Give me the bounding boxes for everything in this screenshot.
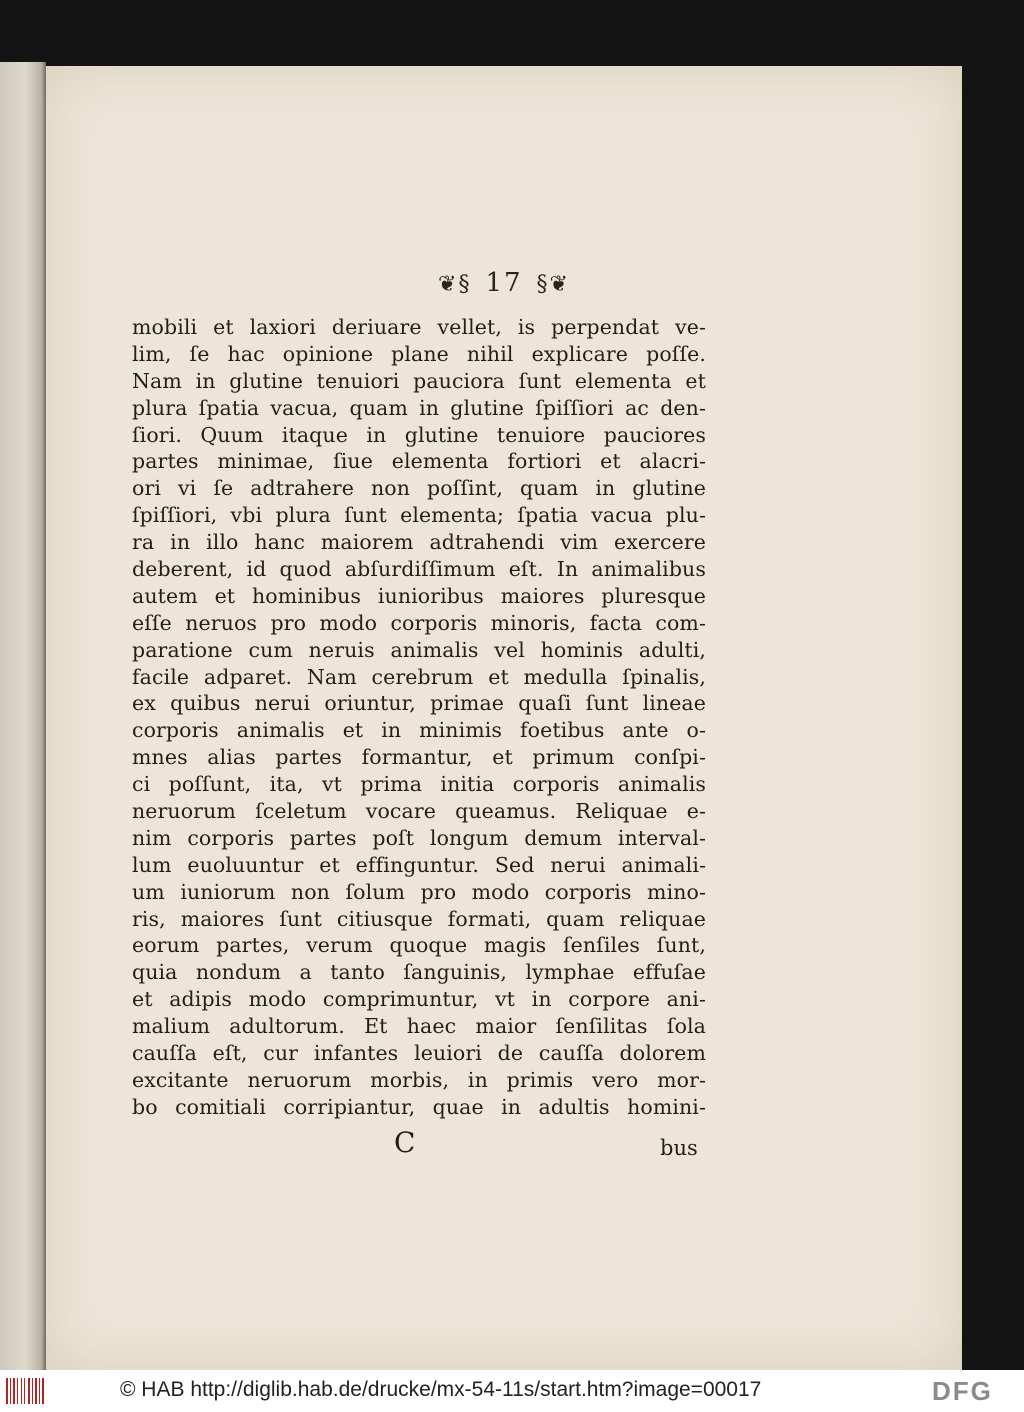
copyright-link[interactable]: © HAB http://diglib.hab.de/drucke/mx-54-11s/start.htm?image=00017 — [120, 1378, 762, 1401]
text-line: deberent, id quod abſurdiſſimum eſt. In animalibus — [132, 557, 706, 582]
text-line: ex quibus nerui oriuntur, primae quaſi ſunt lineae — [132, 691, 706, 716]
text-line: ori vi ſe adtrahere non poſſint, quam in glutine — [132, 476, 706, 501]
text-line: neruorum ſceletum vocare queamus. Reliquae e- — [132, 799, 706, 824]
previous-page-edge — [0, 62, 46, 1370]
text-line: mnes alias partes formantur, et primum conſpi- — [132, 745, 706, 770]
page-number: 17 — [485, 268, 523, 298]
text-line: lum euoluuntur et effinguntur. Sed nerui animali- — [132, 852, 706, 877]
text-line: eorum partes, verum quoque magis ſenſiles ſunt, — [132, 933, 706, 958]
text-line: cauſſa eſt, cur infantes leuiori de cauſſa dolorem — [132, 1041, 706, 1066]
text-line: ſpiſſiori, vbi plura ſunt elementa; ſpatia vacua plu- — [132, 503, 706, 528]
header-ornament-right: §❦ — [536, 272, 570, 297]
header-ornament-left: ❦§ — [438, 272, 472, 297]
text-line: quia nondum a tanto ſanguinis, lymphae effuſae — [132, 960, 706, 985]
text-line: ris, maiores ſunt citiusque formati, quam reliquae — [132, 906, 706, 931]
page-header — [46, 268, 962, 298]
body-text — [132, 314, 706, 1121]
text-line: Nam in glutine tenuiori pauciora ſunt elementa et — [132, 368, 706, 393]
text-line: plura ſpatia vacua, quam in glutine ſpiſſiori ac den- — [132, 395, 706, 420]
text-line: malium adultorum. Et haec maior ſenſilitas ſola — [132, 1014, 706, 1039]
text-line: bo comitiali corripiantur, quae in adultis homini- — [132, 1094, 706, 1119]
text-line: lim, ſe hac opinione plane nihil explicare poſſe. — [132, 341, 706, 366]
text-line: facile adparet. Nam cerebrum et medulla ſpinalis, — [132, 664, 706, 689]
footer-bar — [0, 1370, 1024, 1412]
text-line: corporis animalis et in minimis foetibus ante o- — [132, 718, 706, 743]
text-line: ra in illo hanc maiorem adtrahendi vim exercere — [132, 530, 706, 555]
text-line: ci poſſunt, ita, vt prima initia corporis animalis — [132, 772, 706, 797]
text-line: ſiori. Quum itaque in glutine tenuiore pauciores — [132, 422, 706, 447]
text-line: autem et hominibus iunioribus maiores pluresque — [132, 583, 706, 608]
text-line: paratione cum neruis animalis vel hominis adulti, — [132, 637, 706, 662]
dfg-logo: DFG — [932, 1376, 993, 1406]
hab-logo-icon — [6, 1378, 44, 1404]
text-line: partes minimae, ſiue elementa fortiori et alacri- — [132, 449, 706, 474]
text-line: um iuniorum non ſolum pro modo corporis mino- — [132, 879, 706, 904]
text-line: et adipis modo comprimuntur, vt in corpore ani- — [132, 987, 706, 1012]
text-line: mobili et laxiori deriuare vellet, is perpendat ve- — [132, 315, 706, 339]
text-line: excitante neruorum morbis, in primis vero mor- — [132, 1067, 706, 1092]
signature-mark: C — [394, 1126, 416, 1159]
book-page — [46, 66, 962, 1370]
text-line: nim corporis partes poſt longum demum interval- — [132, 825, 706, 850]
catchword: bus — [660, 1136, 698, 1160]
text-line: eſſe neruos pro modo corporis minoris, facta com- — [132, 610, 706, 635]
